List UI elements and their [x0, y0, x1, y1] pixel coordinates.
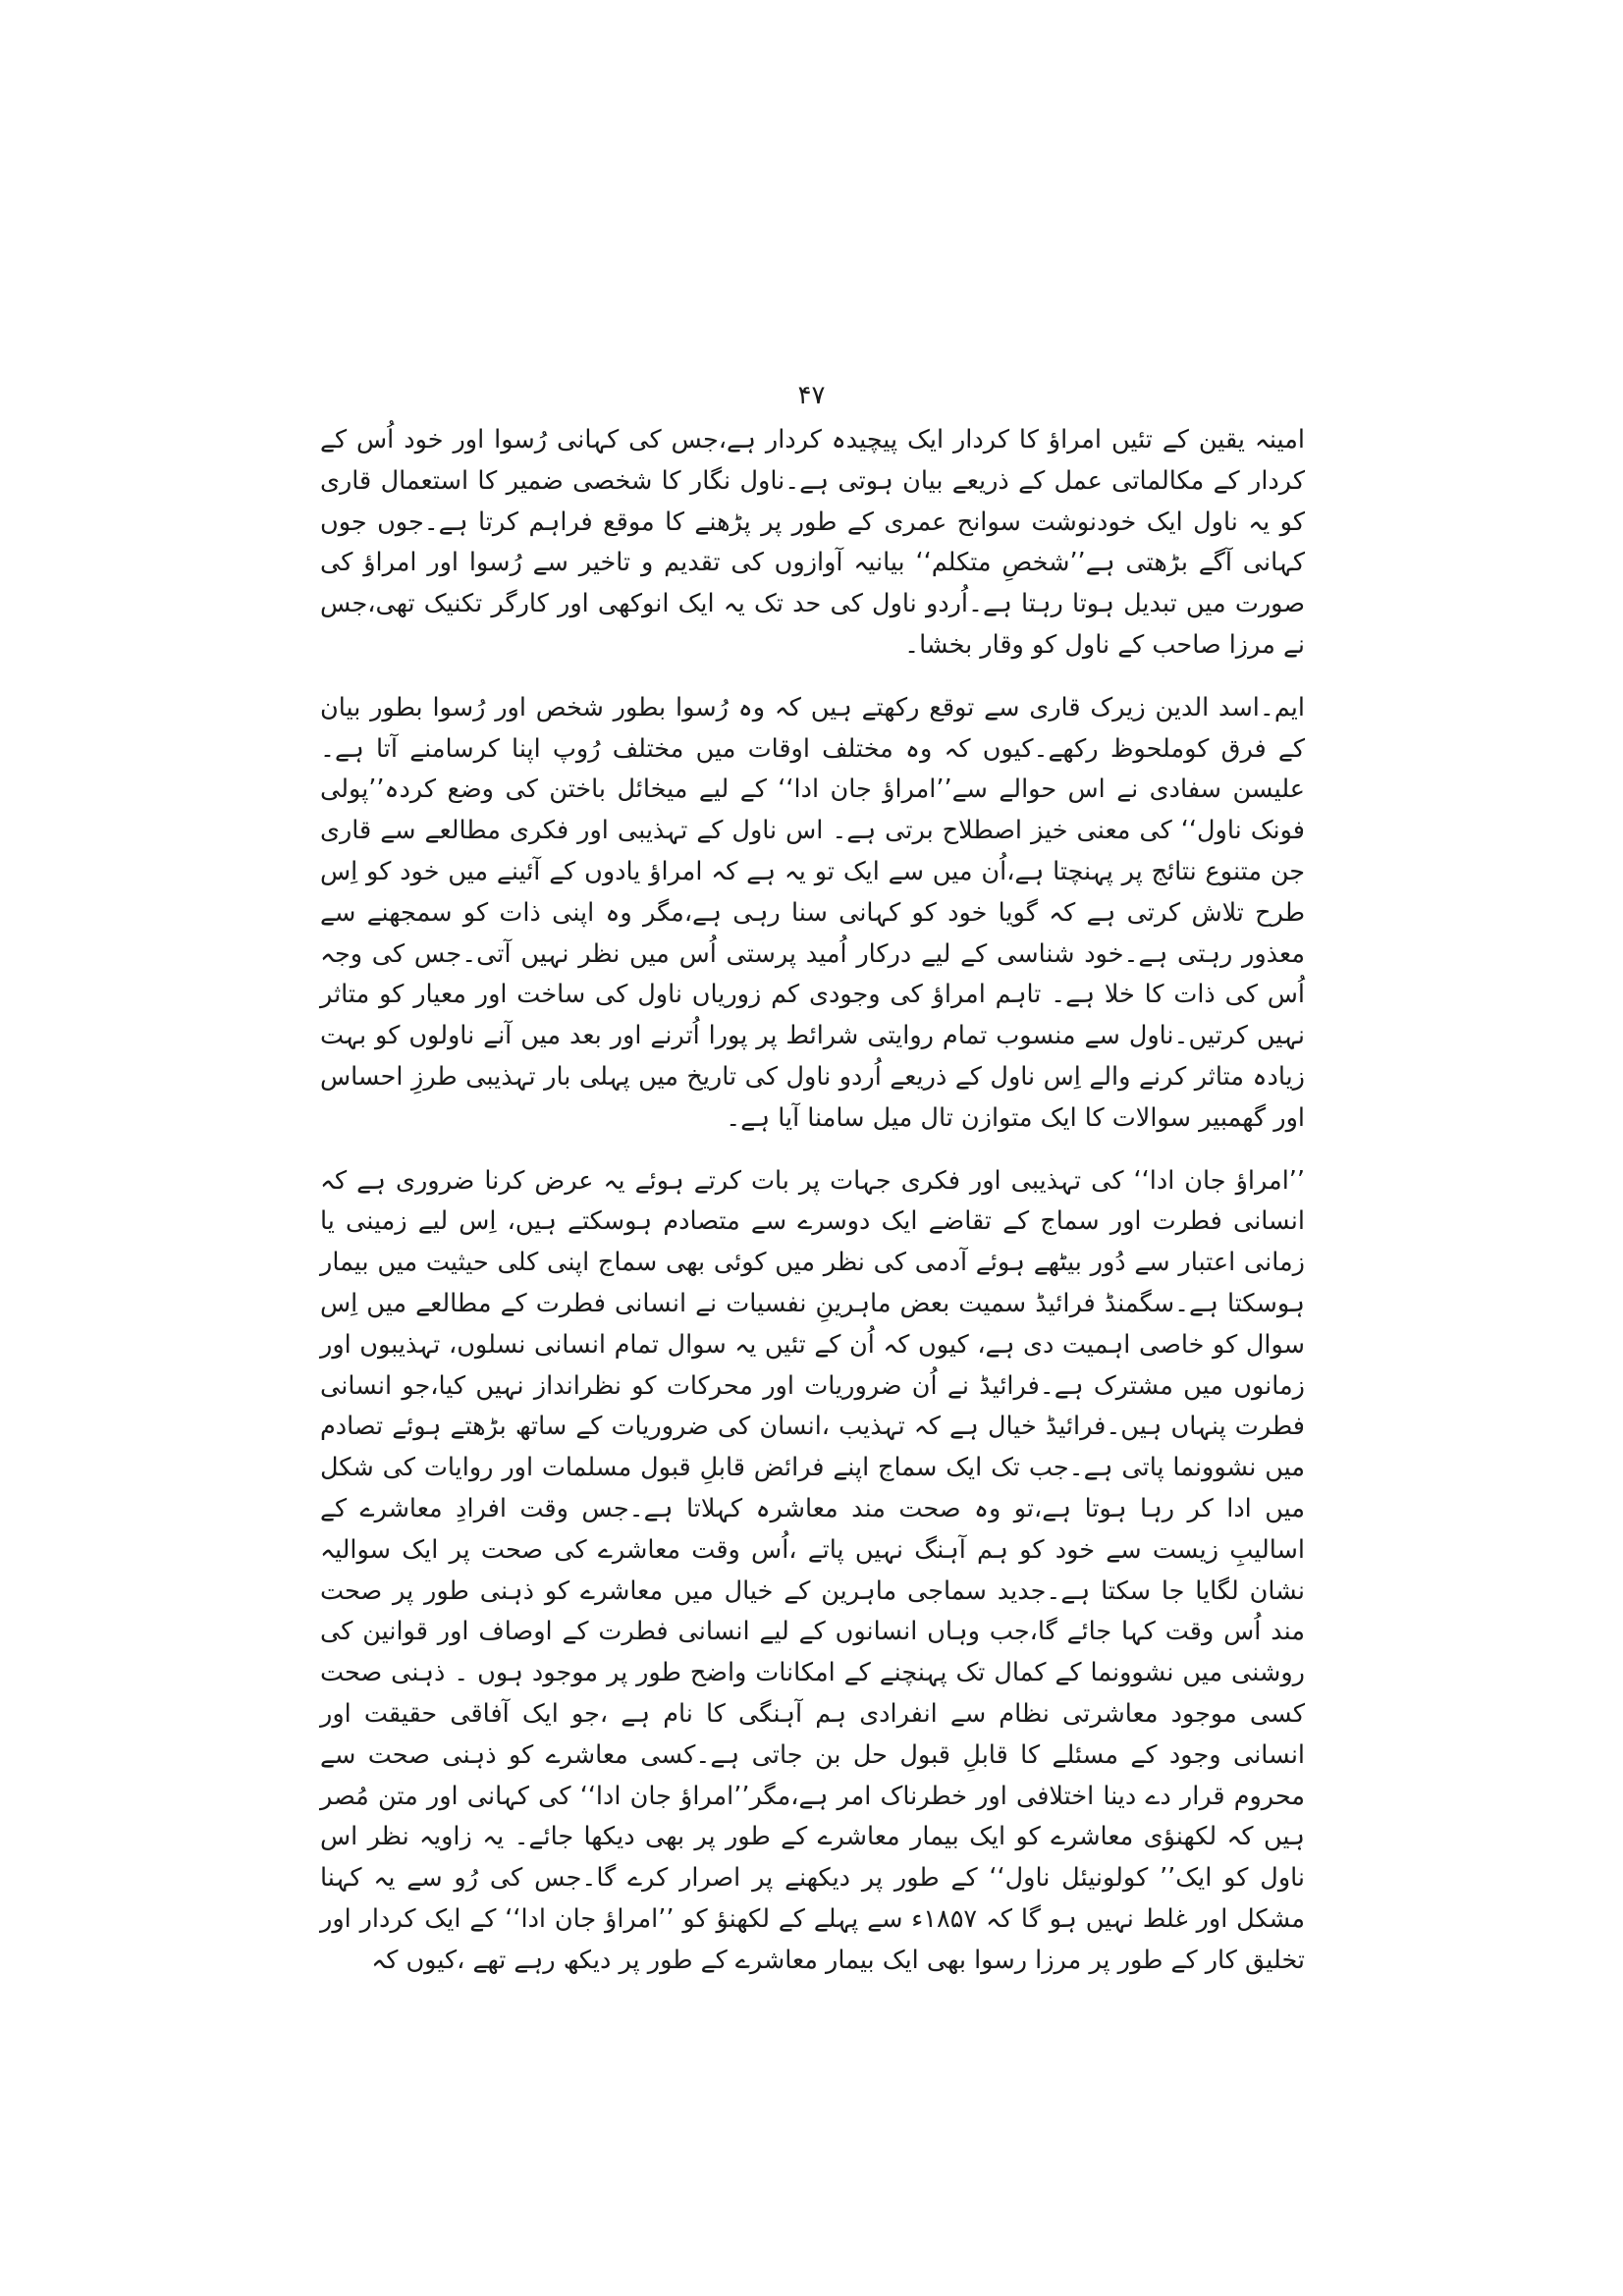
paragraph: ’’امراؤ جان ادا‘‘ کی تہذیبی اور فکری جہات پر بات کرتے ہوئے یہ عرض کرنا ضروری ہے کہ انسانی فطرت اور سماج کے تقاضے ایک دوسرے سے متصادم ہوسکتے ہیں، اِس لیے زمینی یا زمانی اعتبار سے دُور بیٹھے ہوئے آدمی کی نظر میں کوئی بھی سماج اپنی کلی حیثیت میں بیمار ہوسکتا ہے۔سگمنڈ فرائیڈ سمیت بعض ماہرینِ نفسیات نے انسانی فطرت کے مطالعے میں اِس سوال کو خاصی اہمیت دی ہے، کیوں کہ اُن کے تئیں یہ سوال تمام انسانی نسلوں، تہذیبوں اور زمانوں میں مشترک ہے۔فرائیڈ نے اُن ضروریات اور محرکات کو نظرانداز نہیں کیا،جو انسانی فطرت پنہاں ہیں۔فرائیڈ خیال ہے کہ تہذیب ،انسان کی ضروریات کے ساتھ بڑھتے ہوئے تصادم میں نشوونما پاتی ہے۔جب تک ایک سماج اپنے فرائض قابلِ قبول مسلمات اور روایات کی شکل میں ادا کر رہا ہوتا ہے،تو وہ صحت مند معاشرہ کہلاتا ہے۔جس وقت افرادِ معاشرے کے اسالیبِ زیست سے خود کو ہم آہنگ نہیں پاتے ،اُس وقت معاشرے کی صحت پر ایک سوالیہ نشان لگایا جا سکتا ہے۔جدید سماجی ماہرین کے خیال میں معاشرے کو ذہنی طور پر صحت مند اُس وقت کہا جائے گا،جب وہاں انسانوں کے لیے انسانی فطرت کے اوصاف اور قوانین کی روشنی میں نشوونما کے کمال تک پہنچنے کے امکانات واضح طور پر موجود ہوں ۔ ذہنی صحت کسی موجود معاشرتی نظام سے انفرادی ہم آہنگی کا نام ہے ،جو ایک آفاقی حقیقت اور انسانی وجود کے مسئلے کا قابلِ قبول حل بن جاتی ہے۔کسی معاشرے کو ذہنی صحت سے محروم قرار دے دینا اختلافی اور خطرناک امر ہے،مگر’’امراؤ جان ادا‘‘ کی کہانی اور متن مُصر ہیں کہ لکھنؤی معاشرے کو ایک بیمار معاشرے کے طور پر بھی دیکھا جائے۔ یہ زاویہ نظر اس ناول کو ایک’’ کولونیئل ناول‘‘ کے طور پر دیکھنے پر اصرار کرے گا۔جس کی رُو سے یہ کہنا مشکل اور غلط نہیں ہو گا کہ ۱۸۵۷ء سے پہلے کے لکھنؤ کو ’’امراؤ جان ادا‘‘ کے ایک کردار اور تخلیق کار کے طور پر مرزا رسوا بھی ایک بیمار معاشرے کے طور پر دیکھ رہے تھے ،کیوں کہ	[320, 1165, 1305, 1975]
body-text	[320, 420, 1305, 1981]
paragraph: امینہ یقین کے تئیں امراؤ کا کردار ایک پیچیدہ کردار ہے،جس کی کہانی رُسوا اور خود اُس کے کردار کے مکالماتی عمل کے ذریعے بیان ہوتی ہے۔ناول نگار کا شخصی ضمیر کا استعمال قاری کو یہ ناول ایک خودنوشت سوانح عمری کے طور پر پڑھنے کا موقع فراہم کرتا ہے۔جوں جوں کہانی آگے بڑھتی ہے’’شخصِ متکلم‘‘ بیانیہ آوازوں کی تقدیم و تاخیر سے رُسوا اور امراؤ کی صورت میں تبدیل ہوتا رہتا ہے۔اُردو ناول کی حد تک یہ ایک انوکھی اور کارگر تکنیک تھی،جس نے مرزا صاحب کے ناول کو وقار بخشا۔	[320, 425, 1305, 660]
paragraph: ایم۔اسد الدین زیرک قاری سے توقع رکھتے ہیں کہ وہ رُسوا بطور شخص اور رُسوا بطور بیان کے فرق کوملحوظ رکھے۔کیوں کہ وہ مختلف اوقات میں مختلف رُوپ اپنا کرسامنے آتا ہے۔علیسن سفادی نے اس حوالے سے’’امراؤ جان ادا‘‘ کے لیے میخائل باختن کی وضع کردہ’’پولی فونک ناول‘‘ کی معنی خیز اصطلاح برتی ہے۔ اس ناول کے تہذیبی اور فکری مطالعے سے قاری جن متنوع نتائج پر پہنچتا ہے،اُن میں سے ایک تو یہ ہے کہ امراؤ یادوں کے آئینے میں خود کو اِس طرح تلاش کرتی ہے کہ گویا خود کو کہانی سنا رہی ہے،مگر وہ اپنی ذات کو سمجھنے سے معذور رہتی ہے۔خود شناسی کے لیے درکار اُمید پرستی اُس میں نظر نہیں آتی۔جس کی وجہ اُس کی ذات کا خلا ہے۔ تاہم امراؤ کی وجودی کم زوریاں ناول کی ساخت اور معیار کو متاثر نہیں کرتیں۔ناول سے منسوب تمام روایتی شرائط پر پورا اُترنے اور بعد میں آنے ناولوں کو بہت زیادہ متاثر کرنے والے اِس ناول کے ذریعے اُردو ناول کی تاریخ میں پہلی بار تہذیبی طرزِ احساس اور گھمبیر سوالات کا ایک متوازن تال میل سامنا آیا ہے۔	[320, 692, 1305, 1133]
page-number: ۴۷	[797, 381, 826, 410]
